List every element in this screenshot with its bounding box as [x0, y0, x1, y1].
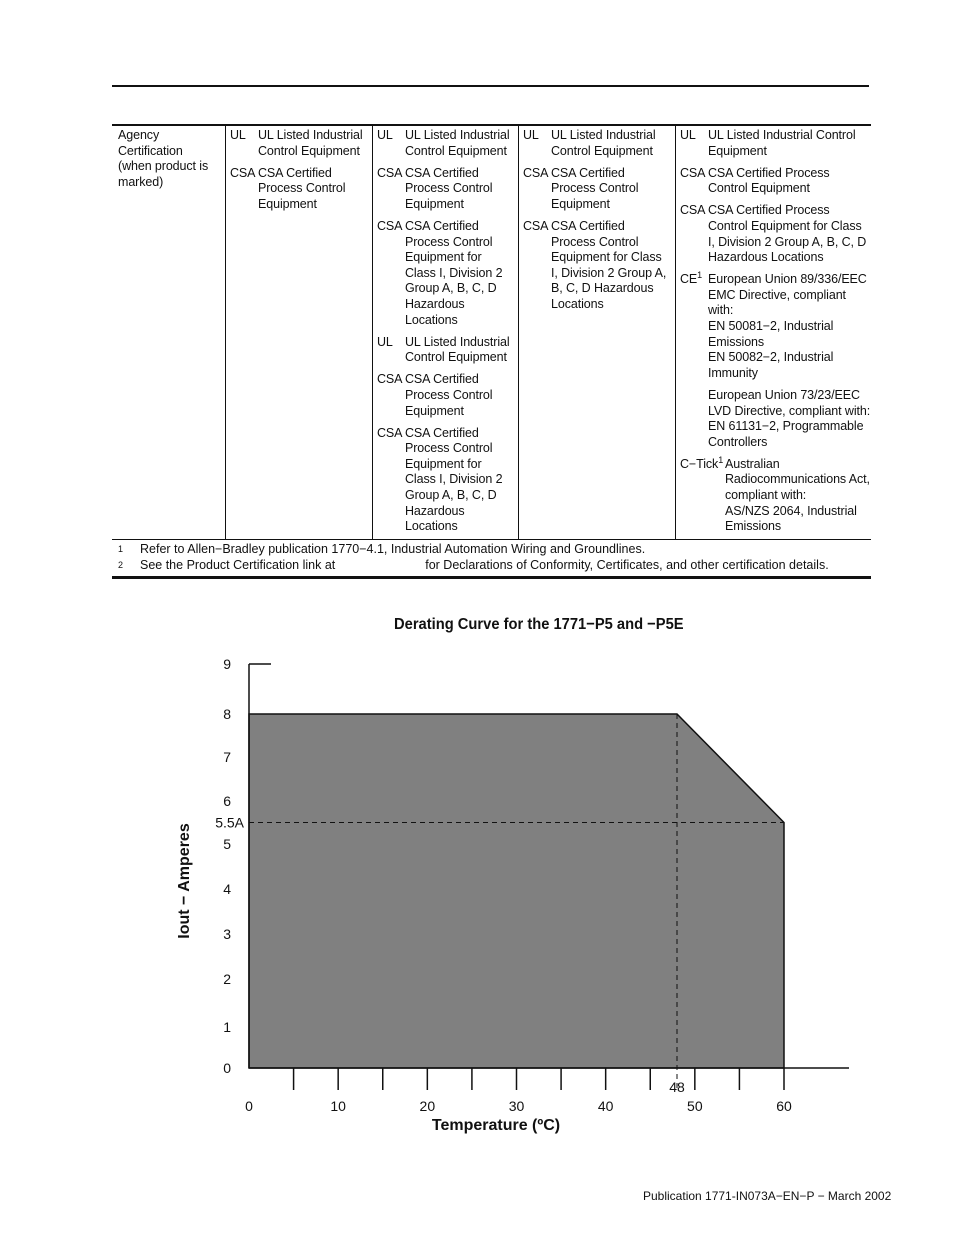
x-tick-label: 20 [419, 1098, 436, 1114]
row-label-line: Certification [118, 143, 183, 158]
footnote-number: 2 [118, 560, 124, 570]
chart-title: Derating Curve for the 1771−P5 and −P5E [394, 616, 684, 633]
cert-entry [523, 219, 675, 313]
cert-column-3 [518, 126, 675, 539]
derating-chart [160, 650, 880, 1140]
x-axis-label: Temperature (ºC) [431, 1117, 561, 1134]
cert-entry-lvd [680, 388, 871, 450]
cert-code: UL [230, 128, 246, 142]
cert-entry [230, 166, 372, 213]
cert-code: CSA [377, 425, 403, 440]
cert-code: CSA [680, 165, 706, 180]
ce-code: CE [680, 272, 698, 287]
footnote-2 [112, 557, 871, 573]
cert-code: UL [680, 128, 696, 142]
derating-area [249, 714, 784, 1068]
y-tick-label: 7 [223, 749, 231, 765]
annotation-label-y: 5.5A [215, 814, 244, 831]
cert-text [708, 272, 871, 381]
ce-line: European Union 89/336/EEC EMC Directive, compliant with: [708, 272, 867, 318]
cert-entry [377, 166, 518, 213]
cert-code: CSA [377, 218, 403, 233]
cert-entry [377, 426, 518, 535]
cert-code: UL [523, 128, 539, 142]
ctick-code: C−Tick [680, 456, 719, 471]
publication-footer: Publication 1771-IN073A−EN−P − March 2002 [643, 1189, 892, 1203]
cert-column-2 [372, 126, 518, 539]
cert-entry [230, 128, 372, 159]
cert-text: CSA Certified Process Control Equipment for Class I, Division 2 Group A, B, C, D Hazardous Locations [551, 218, 667, 311]
lvd-line: EN 61131−2, Programmable Controllers [708, 419, 864, 449]
y-tick-label: 6 [223, 793, 231, 809]
y-tick-label: 0 [223, 1060, 231, 1076]
x-tick-label: 30 [508, 1098, 525, 1114]
footnote-text: Refer to Allen−Bradley publication 1770−4.1, Industrial Automation Wiring and Groundlines. [140, 542, 646, 556]
x-tick-label: 10 [330, 1098, 346, 1114]
x-tick-label: 40 [597, 1098, 614, 1114]
cert-code: CSA [377, 372, 403, 387]
y-tick-label: 3 [223, 926, 231, 942]
footnote-ref: 1 [718, 454, 724, 465]
ce-line: EN 50082−2, Industrial Immunity [708, 350, 834, 380]
ctick-line: Radiocommunications Act, [725, 472, 870, 487]
cert-text: CSA Certified Process Control Equipment for Class I, Division 2 Group A, B, C, D Hazardous Locations [708, 203, 867, 265]
y-tick-label: 9 [223, 656, 231, 672]
footnote-text [140, 557, 829, 573]
cert-text: CSA Certified Process Control Equipment [258, 165, 346, 211]
cert-entry [377, 219, 518, 328]
row-label-line: Agency [118, 128, 160, 142]
cert-code [680, 272, 708, 381]
cert-entry [680, 203, 871, 265]
cert-text: CSA Certified Process Control Equipment for Class I, Division 2 Group A, B, C, D Hazardous Locations [405, 425, 503, 534]
cert-code: CSA [523, 165, 549, 180]
cert-text: UL Listed Industrial Control Equipment [708, 128, 856, 158]
cert-text: UL Listed Industrial Control Equipment [258, 128, 363, 158]
footnote-text-b: for Declarations of Conformity, Certificates, and other certification details. [425, 558, 829, 572]
cert-text: CSA Certified Process Control Equipment [551, 165, 639, 211]
annotation-label-x: 48 [669, 1079, 685, 1095]
lvd-line: European Union 73/23/EEC LVD Directive, compliant with: [708, 387, 871, 418]
x-tick-label: 0 [245, 1098, 253, 1114]
row-label [112, 126, 225, 539]
ctick-line: AS/NZS 2064, Industrial [725, 503, 857, 518]
y-axis-label: Iout − Amperes [176, 823, 193, 939]
y-tick-label: 8 [223, 706, 231, 722]
ctick-line: Emissions [725, 519, 782, 534]
cert-text: UL Listed Industrial Control Equipment [551, 128, 656, 158]
footnote-1 [112, 541, 871, 557]
cert-entry [377, 128, 518, 159]
cert-entry [680, 128, 871, 159]
cert-entry [523, 166, 675, 213]
cert-code: UL [377, 128, 393, 142]
cert-text: UL Listed Industrial Control Equipment [405, 128, 510, 158]
y-tick-label: 2 [223, 971, 231, 987]
cert-text: CSA Certified Process Control Equipment [405, 372, 493, 418]
cert-entry [377, 372, 518, 419]
row-label-line: (when product is [118, 159, 209, 174]
bottom-rule [112, 576, 871, 579]
cert-code: CSA [680, 203, 706, 218]
row-label-line: marked) [118, 174, 164, 189]
cert-text: CSA Certified Process Control Equipment [405, 165, 493, 211]
cert-entry-ctick [680, 454, 871, 535]
footnote-text-a: See the Product Certification link at [140, 558, 336, 572]
ce-line: EN 50081−2, Industrial Emissions [708, 319, 834, 349]
cert-text: UL Listed Industrial Control Equipment [405, 334, 510, 365]
cert-code [680, 454, 724, 471]
cert-column-4 [675, 126, 871, 539]
agency-certification-table [112, 124, 871, 540]
cert-text: CSA Certified Process Control Equipment for Class I, Division 2 Group A, B, C, D Hazardous Locations [405, 218, 503, 327]
cert-code: CSA [230, 165, 256, 180]
y-tick-label: 5 [223, 836, 231, 852]
top-rule [112, 85, 869, 87]
x-tick-label: 50 [687, 1098, 703, 1114]
cert-entry [523, 128, 675, 159]
cert-entry [680, 166, 871, 197]
table-footnotes [112, 541, 871, 573]
cert-text: CSA Certified Process Control Equipment [708, 165, 830, 196]
cert-code: CSA [523, 218, 549, 233]
cert-code: CSA [377, 165, 403, 180]
cert-code: UL [377, 334, 393, 349]
ctick-line: Australian [725, 456, 780, 471]
cert-entry-ce [680, 272, 871, 381]
ctick-line: compliant with: [725, 487, 807, 502]
cert-column-1 [225, 126, 372, 539]
cert-entry [377, 335, 518, 366]
footnote-ref: 1 [697, 270, 703, 281]
y-tick-label: 1 [223, 1019, 231, 1035]
footnote-number: 1 [118, 544, 124, 554]
x-tick-label: 60 [776, 1098, 792, 1114]
y-tick-label: 4 [223, 881, 231, 897]
